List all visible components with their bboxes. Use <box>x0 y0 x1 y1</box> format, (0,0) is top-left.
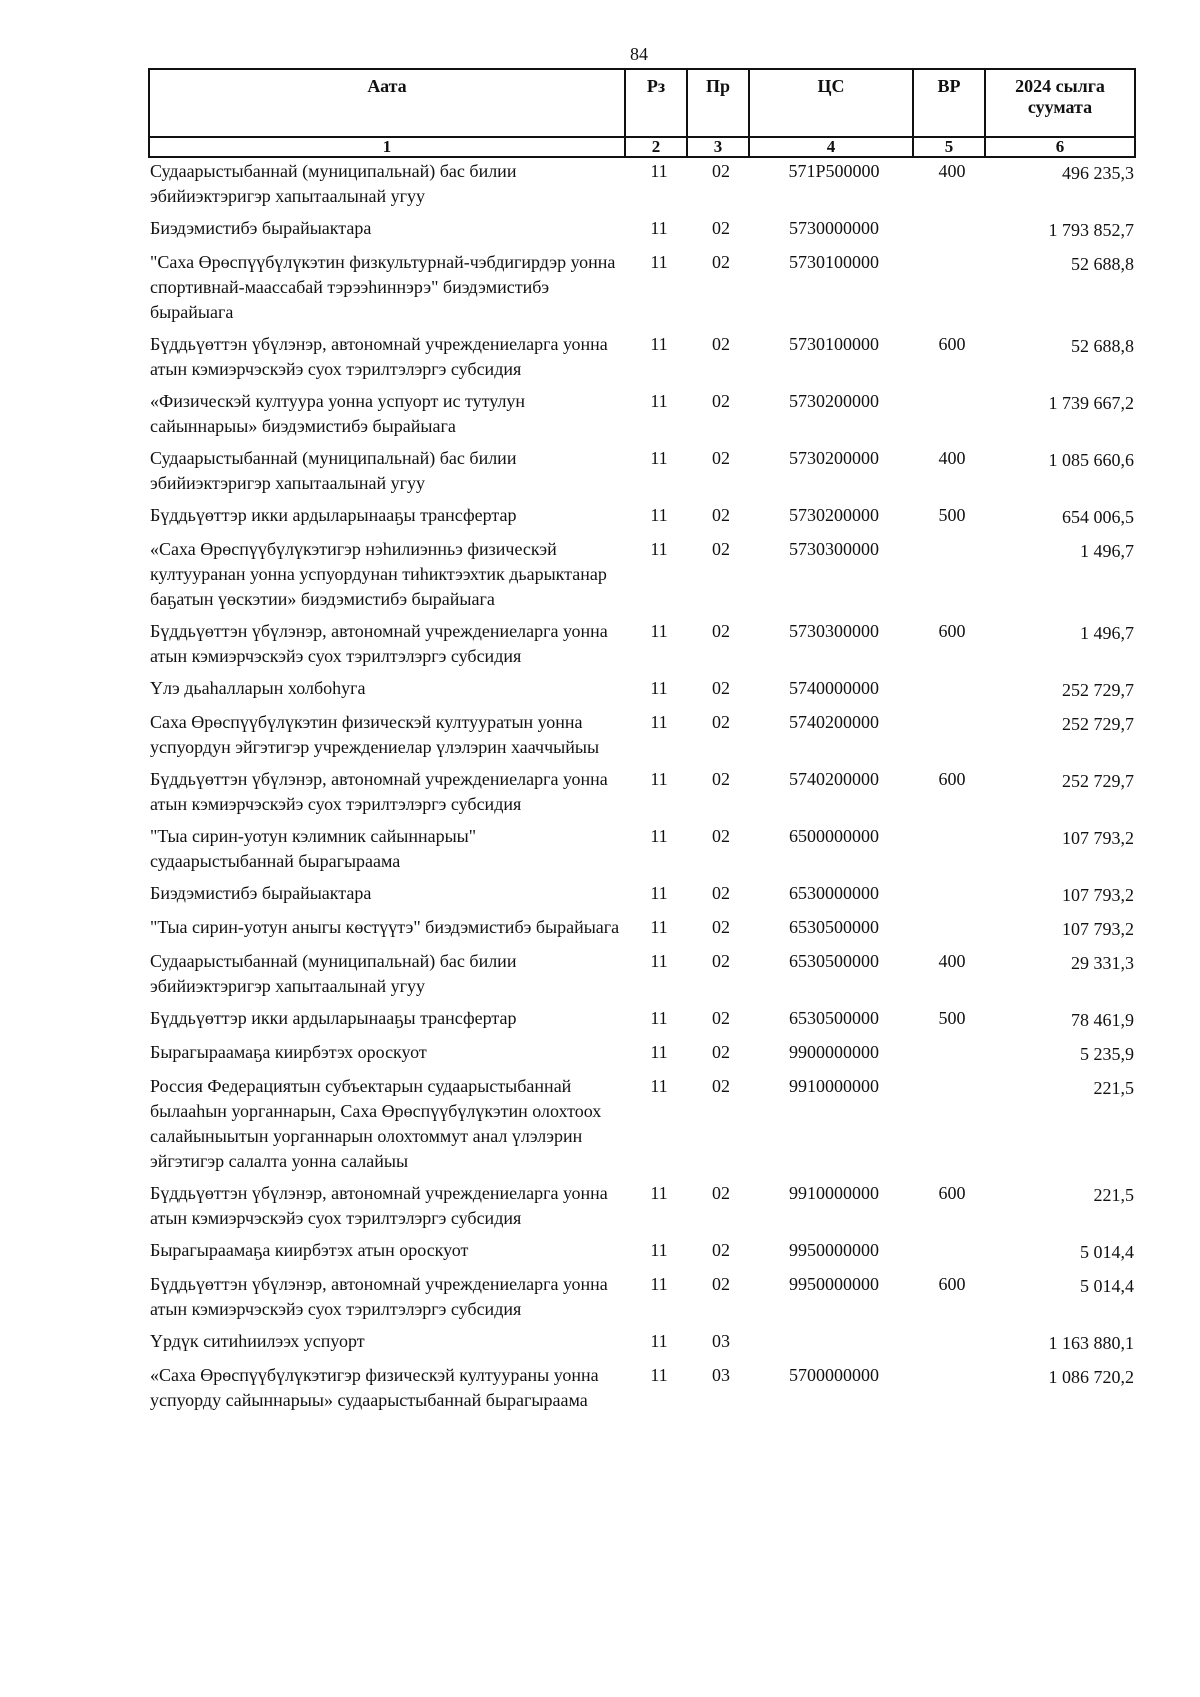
row-rz: 11 <box>650 883 668 903</box>
row-vr <box>916 1071 988 1178</box>
row-vr <box>916 1037 988 1071</box>
row-cs: 5730100000 <box>789 252 879 272</box>
row-rz: 11 <box>650 678 668 698</box>
header-sum: 2024 сылга суумата <box>985 69 1135 137</box>
row-vr <box>916 213 988 247</box>
row-vr <box>916 707 988 764</box>
row-sum: 252 729,7 <box>1062 714 1134 734</box>
row-cs: 6530500000 <box>789 1008 879 1028</box>
row-name: Бүддьүөттэр икки ардыларынааҕы трансфертар <box>150 505 517 525</box>
header-pr: Пр <box>687 69 749 137</box>
column-number: 5 <box>913 137 985 157</box>
row-cs: 5730300000 <box>789 539 879 559</box>
row-vr <box>916 912 988 946</box>
row-pr: 02 <box>712 1183 730 1203</box>
row-name: Судаарыстыбаннай (муниципальнай) бас билии эбийиэктэригэр хапытаалынай угуу <box>150 448 517 493</box>
row-name: Бырагыраамаҕа киирбэтэх атын ороскуот <box>150 1240 469 1260</box>
row-rz: 11 <box>650 1365 668 1385</box>
table-row <box>148 616 1138 673</box>
row-vr <box>916 1360 988 1417</box>
row-pr: 02 <box>712 678 730 698</box>
table-row <box>148 821 1138 878</box>
row-name: Бүддьүөттэн үбүлэнэр, автономнай учреждениеларга уонна атын кэмиэрчэскэйэ суох тэрилтэлэргэ субсидия <box>150 621 608 666</box>
row-pr: 02 <box>712 769 730 789</box>
row-cs: 5740200000 <box>789 712 879 732</box>
table-row <box>148 878 1138 912</box>
row-vr <box>916 386 988 443</box>
table-row <box>148 247 1138 329</box>
row-rz: 11 <box>650 1076 668 1096</box>
row-rz: 11 <box>650 539 668 559</box>
row-rz: 11 <box>650 391 668 411</box>
row-sum: 496 235,3 <box>1062 163 1134 183</box>
row-name: "Тыа сирин-уотун аныгы көстүүтэ" биэдэмистибэ бырайыага <box>150 917 620 937</box>
row-pr: 02 <box>712 448 730 468</box>
row-sum: 221,5 <box>1093 1185 1134 1205</box>
row-vr: 500 <box>938 1008 966 1028</box>
row-rz: 11 <box>650 1008 668 1028</box>
row-name: "Саха Өрөспүүбүлүкэтин физкультурнай-чэбдигирдэр уонна спортивнай-маассабай тэрээһиннэрэ" биэдэмистибэ бырайыага <box>150 252 616 322</box>
row-name: Судаарыстыбаннай (муниципальнай) бас билии эбийиэктэригэр хапытаалынай угуу <box>150 951 517 996</box>
row-sum: 107 793,2 <box>1062 828 1134 848</box>
row-sum: 1 793 852,7 <box>1048 220 1134 240</box>
page-number: 84 <box>630 44 648 64</box>
row-cs: 5740000000 <box>789 678 879 698</box>
budget-table <box>148 156 1138 1417</box>
row-name: Бүддьүөттэн үбүлэнэр, автономнай учреждениеларга уонна атын кэмиэрчэскэйэ суох тэрилтэлэргэ субсидия <box>150 769 608 814</box>
row-sum: 252 729,7 <box>1062 771 1134 791</box>
row-rz: 11 <box>650 621 668 641</box>
row-sum: 5 235,9 <box>1080 1044 1134 1064</box>
table-row <box>148 386 1138 443</box>
row-pr: 02 <box>712 1240 730 1260</box>
column-number: 3 <box>687 137 749 157</box>
row-rz: 11 <box>650 712 668 732</box>
table-row <box>148 213 1138 247</box>
row-rz: 11 <box>650 218 668 238</box>
table-row <box>148 673 1138 707</box>
row-name: Бырагыраамаҕа киирбэтэх ороскуот <box>150 1042 427 1062</box>
table-row <box>148 1360 1138 1417</box>
row-sum: 252 729,7 <box>1062 680 1134 700</box>
row-cs: 6530500000 <box>789 917 879 937</box>
row-pr: 02 <box>712 951 730 971</box>
row-vr: 600 <box>938 1274 966 1294</box>
row-name: Саха Өрөспүүбүлүкэтин физическэй култууратын уонна успуордун эйгэтигэр учреждениелар үлэлэрин хааччыйыы <box>150 712 600 757</box>
row-vr <box>916 878 988 912</box>
table-header <box>148 68 1136 158</box>
row-pr: 02 <box>712 1076 730 1096</box>
row-sum: 654 006,5 <box>1062 507 1134 527</box>
row-pr: 03 <box>712 1365 730 1385</box>
row-rz: 11 <box>650 161 668 181</box>
header-vr: ВР <box>913 69 985 137</box>
row-sum: 1 496,7 <box>1080 623 1134 643</box>
row-name: «Физическэй култуура уонна успуорт ис тутулун сайыннарыы» биэдэмистибэ бырайыага <box>150 391 526 436</box>
row-cs: 9900000000 <box>789 1042 879 1062</box>
row-pr: 03 <box>712 1331 730 1351</box>
column-number: 1 <box>149 137 625 157</box>
row-pr: 02 <box>712 161 730 181</box>
row-rz: 11 <box>650 252 668 272</box>
table-row <box>148 1037 1138 1071</box>
row-name: Үлэ дьаһалларын холбоһуга <box>150 678 366 698</box>
row-vr: 400 <box>938 161 966 181</box>
row-sum: 1 496,7 <box>1080 541 1134 561</box>
row-sum: 29 331,3 <box>1071 953 1134 973</box>
row-pr: 02 <box>712 883 730 903</box>
row-name: Бүддьүөттэн үбүлэнэр, автономнай учреждениеларга уонна атын кэмиэрчэскэйэ суох тэрилтэлэргэ субсидия <box>150 1274 608 1319</box>
row-vr: 400 <box>938 448 966 468</box>
row-vr <box>916 821 988 878</box>
row-cs: 5730000000 <box>789 218 879 238</box>
row-cs: 9910000000 <box>789 1076 879 1096</box>
row-sum: 1 086 720,2 <box>1048 1367 1134 1387</box>
row-sum: 52 688,8 <box>1071 336 1134 356</box>
table-row <box>148 500 1138 534</box>
row-rz: 11 <box>650 334 668 354</box>
row-pr: 02 <box>712 917 730 937</box>
row-cs: 571P500000 <box>788 161 880 181</box>
row-vr: 500 <box>938 505 966 525</box>
table-row <box>148 1269 1138 1326</box>
row-cs: 9910000000 <box>789 1183 879 1203</box>
row-name: Биэдэмистибэ бырайыактара <box>150 218 372 238</box>
row-pr: 02 <box>712 712 730 732</box>
table-row <box>148 707 1138 764</box>
row-pr: 02 <box>712 1274 730 1294</box>
row-name: Бүддьүөттэн үбүлэнэр, автономнай учреждениеларга уонна атын кэмиэрчэскэйэ суох тэрилтэлэргэ субсидия <box>150 334 608 379</box>
row-cs: 9950000000 <box>789 1240 879 1260</box>
row-vr: 400 <box>938 951 966 971</box>
row-rz: 11 <box>650 1183 668 1203</box>
row-name: «Саха Өрөспүүбүлүкэтигэр физическэй култуураны уонна успуорду сайыннарыы» судаарыстыбаннай бырагыраама <box>150 1365 599 1410</box>
row-pr: 02 <box>712 218 730 238</box>
table-row <box>148 764 1138 821</box>
table-row <box>148 946 1138 1003</box>
row-sum: 5 014,4 <box>1080 1242 1134 1262</box>
row-sum: 52 688,8 <box>1071 254 1134 274</box>
row-sum: 107 793,2 <box>1062 885 1134 905</box>
row-name: Бүддьүөттэн үбүлэнэр, автономнай учреждениеларга уонна атын кэмиэрчэскэйэ суох тэрилтэлэргэ субсидия <box>150 1183 608 1228</box>
row-name: Үрдүк ситиһиилээх успуорт <box>150 1331 365 1351</box>
row-vr <box>916 673 988 707</box>
row-pr: 02 <box>712 505 730 525</box>
row-pr: 02 <box>712 826 730 846</box>
row-vr <box>916 534 988 616</box>
row-name: Судаарыстыбаннай (муниципальнай) бас билии эбийиэктэригэр хапытаалынай угуу <box>150 161 517 206</box>
row-sum: 78 461,9 <box>1071 1010 1134 1030</box>
table-row <box>148 443 1138 500</box>
row-name: Россия Федерациятын субъектарын судаарыстыбаннай былааһын уорганнарын, Саха Өрөспүүбүлүкэтин олохтоох салайыныытын уорганнарын олохтоммут анал үлэлэрин эйгэтигэр салалта уонна салайыы <box>150 1076 602 1171</box>
header-cs: ЦС <box>749 69 913 137</box>
row-cs: 5740200000 <box>789 769 879 789</box>
table-row <box>148 1235 1138 1269</box>
row-rz: 11 <box>650 1331 668 1351</box>
row-sum: 107 793,2 <box>1062 919 1134 939</box>
row-cs: 6500000000 <box>789 826 879 846</box>
table-row <box>148 1178 1138 1235</box>
row-cs: 9950000000 <box>789 1274 879 1294</box>
row-pr: 02 <box>712 1008 730 1028</box>
row-rz: 11 <box>650 1042 668 1062</box>
row-cs: 5730200000 <box>789 391 879 411</box>
row-rz: 11 <box>650 826 668 846</box>
row-cs <box>752 1326 916 1360</box>
row-pr: 02 <box>712 621 730 641</box>
row-pr: 02 <box>712 539 730 559</box>
row-cs: 5730100000 <box>789 334 879 354</box>
table-row <box>148 156 1138 213</box>
row-vr: 600 <box>938 334 966 354</box>
table-row <box>148 1071 1138 1178</box>
table-row <box>148 1326 1138 1360</box>
row-vr <box>916 1326 988 1360</box>
header-rz: Рз <box>625 69 687 137</box>
row-pr: 02 <box>712 334 730 354</box>
row-name: «Саха Өрөспүүбүлүкэтигэр нэһилиэнньэ физическэй култууранан уонна успуордунан тиһиктээхтик дьарыктанар баҕатын үөскэтии» биэдэмистибэ бырайыага <box>150 539 607 609</box>
row-name: Бүддьүөттэр икки ардыларынааҕы трансфертар <box>150 1008 517 1028</box>
row-vr <box>916 247 988 329</box>
row-pr: 02 <box>712 252 730 272</box>
row-cs: 5730200000 <box>789 448 879 468</box>
column-number: 4 <box>749 137 913 157</box>
row-pr: 02 <box>712 1042 730 1062</box>
table-row <box>148 329 1138 386</box>
row-pr: 02 <box>712 391 730 411</box>
row-sum: 221,5 <box>1093 1078 1134 1098</box>
row-name: "Тыа сирин-уотун кэлимник сайыннарыы" судаарыстыбаннай бырагыраама <box>150 826 477 871</box>
row-cs: 6530500000 <box>789 951 879 971</box>
row-sum: 5 014,4 <box>1080 1276 1134 1296</box>
row-cs: 5700000000 <box>789 1365 879 1385</box>
table-row <box>148 912 1138 946</box>
row-cs: 5730200000 <box>789 505 879 525</box>
row-vr: 600 <box>938 621 966 641</box>
column-number: 2 <box>625 137 687 157</box>
row-sum: 1 739 667,2 <box>1048 393 1134 413</box>
row-vr <box>916 1235 988 1269</box>
table-row <box>148 1003 1138 1037</box>
row-cs: 6530000000 <box>789 883 879 903</box>
row-sum: 1 085 660,6 <box>1048 450 1134 470</box>
row-rz: 11 <box>650 505 668 525</box>
row-cs: 5730300000 <box>789 621 879 641</box>
row-vr: 600 <box>938 769 966 789</box>
header-name: Аата <box>149 69 625 137</box>
row-rz: 11 <box>650 769 668 789</box>
row-sum: 1 163 880,1 <box>1048 1333 1134 1353</box>
column-number: 6 <box>985 137 1135 157</box>
row-name: Биэдэмистибэ бырайыактара <box>150 883 372 903</box>
row-rz: 11 <box>650 917 668 937</box>
row-vr: 600 <box>938 1183 966 1203</box>
row-rz: 11 <box>650 1240 668 1260</box>
row-rz: 11 <box>650 448 668 468</box>
row-rz: 11 <box>650 951 668 971</box>
table-row <box>148 534 1138 616</box>
row-rz: 11 <box>650 1274 668 1294</box>
